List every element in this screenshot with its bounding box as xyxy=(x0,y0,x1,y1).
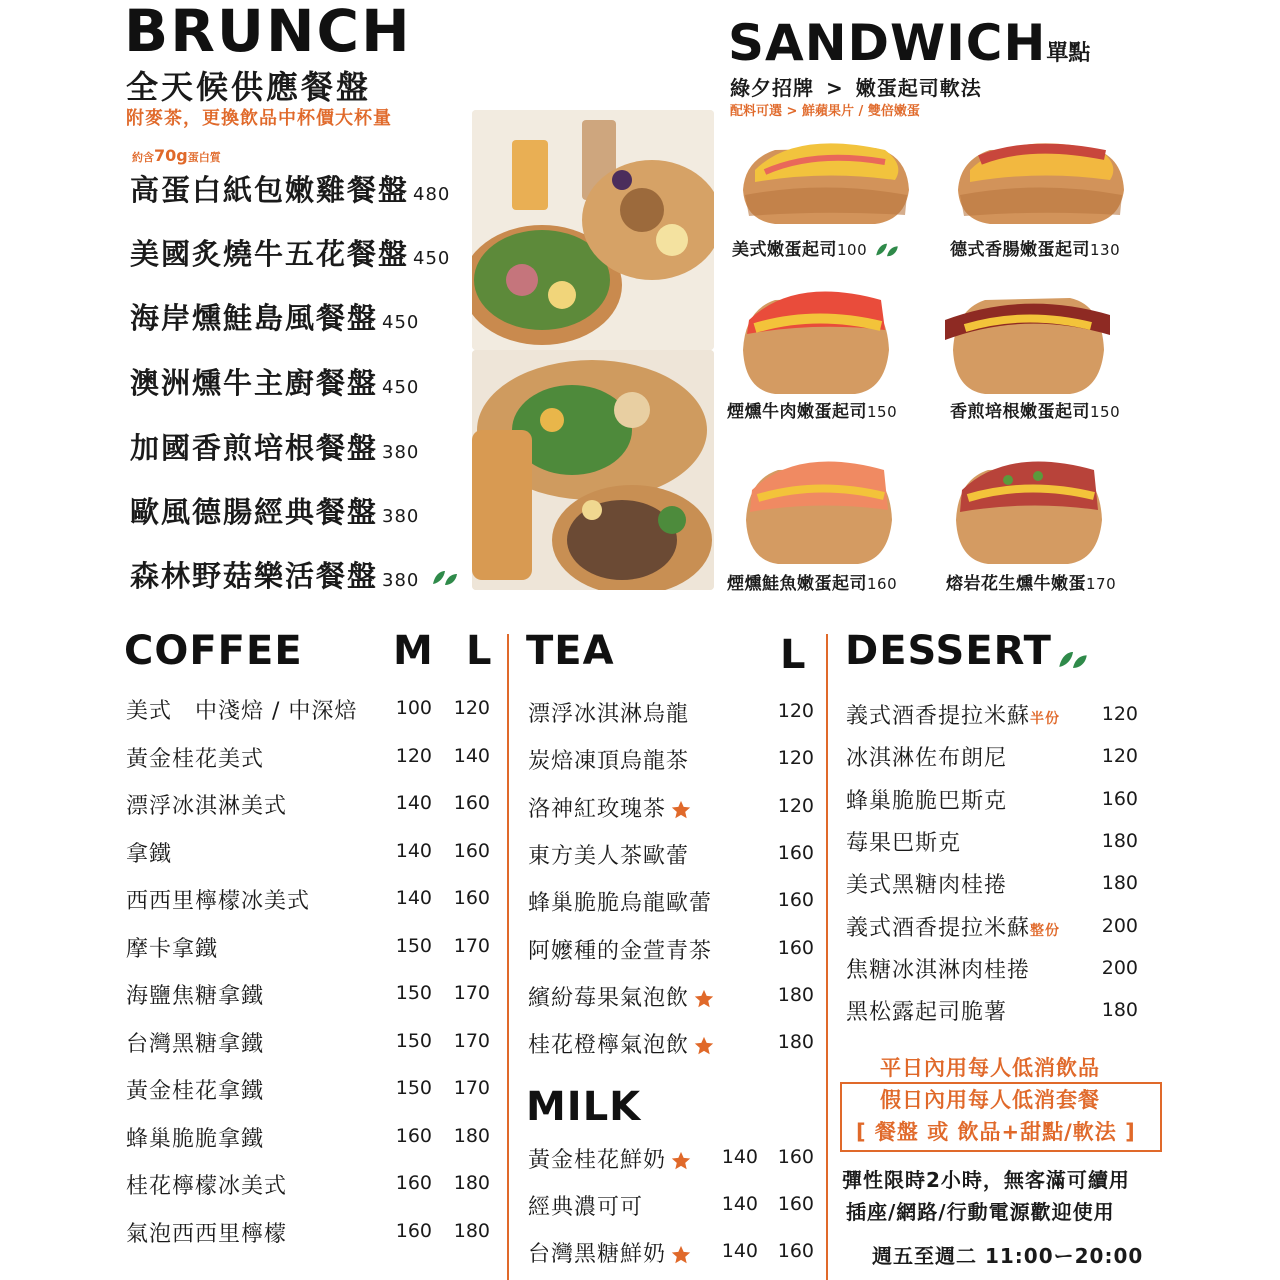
brunch-item xyxy=(130,426,419,467)
tea-item-label: 炭焙凍頂烏龍茶 xyxy=(528,749,690,775)
coffee-item-name: 漂浮冰淇淋美式 xyxy=(126,794,288,819)
coffee-item-price-m: 150 xyxy=(395,1029,432,1052)
brunch-item-price: 450 xyxy=(413,248,451,269)
leaf-icon xyxy=(1057,648,1089,672)
sandwich-opt-b: 鮮蘋果片 xyxy=(801,104,854,119)
tea-item-price: 160 xyxy=(777,936,814,959)
coffee-item-name: 蜂巢脆脆拿鐵 xyxy=(126,1126,265,1152)
coffee-item-name: 黃金桂花拿鐵 xyxy=(126,1079,265,1104)
tea-item-name xyxy=(528,744,689,775)
sandwich-photo-5 xyxy=(738,440,898,570)
brunch-item-name: 美國炙燒牛五花餐盤 xyxy=(130,237,410,271)
coffee-item-price-l: 120 xyxy=(453,697,490,719)
sandwich-photo-2 xyxy=(950,120,1130,230)
dessert-item-price: 180 xyxy=(1101,829,1138,852)
notice-weekend-detail: [ 餐盤 或 飲品+甜點/軟法 ] xyxy=(856,1120,1136,1144)
sandwich-item xyxy=(727,397,897,422)
coffee-item-price-m: 160 xyxy=(395,1172,432,1194)
coffee-item-name: 美式 中淺焙 / 中深焙 xyxy=(126,699,358,724)
sandwich-header xyxy=(728,14,1090,72)
brunch-item-name: 澳洲燻牛主廚餐盤 xyxy=(130,366,379,400)
brunch-item-name: 加國香煎培根餐盤 xyxy=(130,431,379,465)
milk-item-name xyxy=(528,1143,692,1174)
sandwich-opt-sep2: / xyxy=(858,104,864,119)
brunch-item-price: 450 xyxy=(382,377,420,398)
sandwich-title: SANDWICH xyxy=(728,14,1047,72)
sandwich-item-name: 德式香腸嫩蛋起司 xyxy=(950,240,1090,260)
dessert-item-name xyxy=(846,953,1030,984)
tea-item-name xyxy=(528,1028,715,1059)
brunch-subtitle: 全天候供應餐盤 xyxy=(126,68,372,106)
milk-item-label: 台灣黑糖鮮奶 xyxy=(528,1242,667,1267)
coffee-item-price-l: 170 xyxy=(453,1029,490,1052)
sandwich-item xyxy=(950,397,1120,422)
coffee-item-price-l: 170 xyxy=(453,982,490,1004)
coffee-item-name: 海鹽焦糖拿鐵 xyxy=(126,984,265,1009)
dessert-item-name xyxy=(846,699,1060,730)
sandwich-item-price: 160 xyxy=(867,575,898,593)
dessert-item-name xyxy=(846,784,1007,815)
coffee-item-price-m: 160 xyxy=(395,1124,432,1147)
sandwich-subtitle xyxy=(730,72,982,101)
coffee-item-price-m: 120 xyxy=(395,744,432,767)
brunch-item xyxy=(130,490,419,531)
brunch-plate-photo-top xyxy=(472,110,714,350)
sandwich-item-price: 150 xyxy=(1090,403,1121,421)
dessert-item-price: 180 xyxy=(1101,999,1138,1022)
tea-item-label: 蜂巢脆脆烏龍歐蕾 xyxy=(528,891,713,917)
tea-title: TEA xyxy=(526,628,615,674)
brunch-item xyxy=(130,168,450,209)
dessert-item-price: 180 xyxy=(1101,872,1138,895)
notice-limit: 彈性限時2小時，無客滿可續用 xyxy=(842,1168,1130,1192)
tea-item-name xyxy=(528,697,689,728)
milk-item-price-l: 160 xyxy=(777,1240,814,1262)
milk-item-price-m: 140 xyxy=(721,1193,758,1215)
tea-item-label: 東方美人茶歐蕾 xyxy=(528,843,690,869)
dessert-item-name xyxy=(846,826,961,857)
sandwich-item xyxy=(946,569,1116,594)
tea-item-name xyxy=(528,792,692,823)
milk-item-name xyxy=(528,1237,692,1268)
coffee-item-price-l: 180 xyxy=(453,1219,490,1242)
coffee-item-price-m: 140 xyxy=(395,887,432,909)
dessert-title: DESSERT xyxy=(845,628,1052,674)
dessert-item-price: 160 xyxy=(1101,787,1138,810)
sandwich-opt-c: 雙倍嫩蛋 xyxy=(867,104,920,119)
sandwich-photo-4 xyxy=(945,270,1110,400)
coffee-item-price-m: 160 xyxy=(395,1219,432,1242)
milk-item-label: 經典濃可可 xyxy=(528,1195,644,1220)
milk-item-price-l: 160 xyxy=(777,1146,814,1168)
star-icon xyxy=(670,799,692,821)
sandwich-photo-6 xyxy=(948,440,1108,570)
tea-item-price: 180 xyxy=(777,983,814,1006)
tea-item-name xyxy=(528,981,715,1012)
brunch-item-price: 380 xyxy=(382,570,420,591)
sandwich-photo-3 xyxy=(735,270,895,400)
coffee-item-price-m: 140 xyxy=(395,792,432,814)
tea-item-price: 160 xyxy=(777,889,814,912)
sandwich-item-name: 煙燻鮭魚嫩蛋起司 xyxy=(727,574,867,594)
dessert-item-price: 120 xyxy=(1101,703,1138,725)
brunch-item-name: 海岸燻鮭島風餐盤 xyxy=(130,301,379,335)
sandwich-item-name: 美式嫩蛋起司 xyxy=(732,240,837,260)
dessert-item-price: 200 xyxy=(1101,914,1138,937)
coffee-item-name: 西西里檸檬冰美式 xyxy=(126,889,311,914)
tea-item-price: 120 xyxy=(777,747,814,770)
coffee-item-price-m: 150 xyxy=(395,1077,432,1099)
divider-coffee-tea xyxy=(507,634,509,1280)
divider-tea-dessert xyxy=(826,634,828,1280)
sandwich-item-name: 煙燻牛肉嫩蛋起司 xyxy=(727,402,867,422)
tea-item-label: 漂浮冰淇淋烏龍 xyxy=(528,702,690,727)
milk-item-price-m: 140 xyxy=(721,1146,758,1168)
brunch-item-name: 森林野菇樂活餐盤 xyxy=(130,559,379,593)
sandwich-sub-b: 嫩蛋起司軟法 xyxy=(855,76,982,100)
sandwich-opt-a: 配料可選 xyxy=(730,104,783,119)
star-icon xyxy=(670,1150,692,1172)
leaf-icon xyxy=(874,241,900,259)
tea-item-price: 180 xyxy=(777,1031,814,1054)
coffee-item-name: 台灣黑糖拿鐵 xyxy=(126,1031,265,1057)
tea-item-name xyxy=(528,934,712,965)
tea-item-label: 阿嬤種的金萱青茶 xyxy=(528,938,713,964)
dessert-item-price: 120 xyxy=(1101,745,1138,768)
sandwich-opt-sep1: > xyxy=(786,104,798,119)
coffee-title: COFFEE xyxy=(124,628,303,674)
coffee-item-price-m: 150 xyxy=(395,934,432,957)
sandwich-item xyxy=(950,235,1120,260)
star-icon xyxy=(693,1035,715,1057)
sandwich-item-price: 100 xyxy=(837,241,868,259)
protein-tag-suffix: 蛋白質 xyxy=(187,151,221,164)
milk-title: MILK xyxy=(526,1084,642,1130)
tea-item-label: 洛神紅玫瑰茶 xyxy=(528,796,667,822)
brunch-item-name: 歐風德腸經典餐盤 xyxy=(130,495,379,529)
dessert-item-label: 美式黑糖肉桂捲 xyxy=(846,873,1008,899)
protein-tag xyxy=(132,146,221,165)
coffee-col-l: L xyxy=(466,628,493,674)
dessert-item-label: 黑松露起司脆薯 xyxy=(846,1000,1008,1026)
coffee-item-name: 摩卡拿鐵 xyxy=(126,936,219,962)
brunch-title: BRUNCH xyxy=(124,0,412,65)
star-icon xyxy=(670,1244,692,1266)
dessert-item-label: 義式酒香提拉米蘇 xyxy=(846,704,1031,729)
brunch-note: 附麥茶，更換飲品中杯價大杯量 xyxy=(126,108,392,129)
protein-tag-amount: 70g xyxy=(154,146,188,165)
sandwich-title-suffix: 單點 xyxy=(1046,41,1091,66)
star-icon xyxy=(693,988,715,1010)
tea-item-label: 桂花橙檸氣泡飲 xyxy=(528,1033,690,1059)
coffee-item-price-l: 180 xyxy=(453,1124,490,1147)
notice-hours: 週五至週二 11:00ー20:00 xyxy=(872,1244,1144,1268)
brunch-item-price: 380 xyxy=(382,442,420,463)
dessert-item-tag: 半份 xyxy=(1030,711,1061,727)
sandwich-photo-1 xyxy=(735,120,915,230)
coffee-item-price-l: 160 xyxy=(453,887,490,909)
tea-item-name xyxy=(528,886,712,917)
dessert-item-name xyxy=(846,995,1007,1026)
dessert-item-label: 蜂巢脆脆巴斯克 xyxy=(846,788,1008,814)
coffee-item-name: 拿鐵 xyxy=(126,841,173,867)
coffee-item-price-l: 140 xyxy=(453,744,490,767)
notice-weekend: 假日內用每人低消套餐 xyxy=(880,1088,1100,1112)
milk-item-label: 黃金桂花鮮奶 xyxy=(528,1148,667,1173)
sandwich-item-price: 150 xyxy=(867,403,898,421)
dessert-item-label: 冰淇淋佐布朗尼 xyxy=(846,746,1008,772)
coffee-item-price-m: 140 xyxy=(395,839,432,862)
notice-weekday: 平日內用每人低消飲品 xyxy=(880,1056,1100,1080)
brunch-item-price: 480 xyxy=(413,184,451,205)
milk-item-price-l: 160 xyxy=(777,1193,814,1215)
sandwich-item-name: 香煎培根嫩蛋起司 xyxy=(950,402,1090,422)
dessert-item-label: 焦糖冰淇淋肉桂捲 xyxy=(846,957,1031,983)
sandwich-item-price: 170 xyxy=(1086,575,1117,593)
dessert-item-label: 義式酒香提拉米蘇 xyxy=(846,915,1031,941)
tea-col-l: L xyxy=(780,632,807,678)
sandwich-sub-sep: > xyxy=(825,76,844,100)
dessert-item-name xyxy=(846,911,1060,942)
brunch-plate-photo-bottom xyxy=(472,350,714,590)
brunch-item xyxy=(130,296,419,337)
notice-amenities: 插座/網路/行動電源歡迎使用 xyxy=(846,1200,1115,1224)
dessert-item-name xyxy=(846,868,1007,899)
dessert-header xyxy=(845,628,1089,674)
tea-item-label: 繽紛莓果氣泡飲 xyxy=(528,985,690,1011)
coffee-item-price-l: 170 xyxy=(453,1077,490,1099)
sandwich-sub-a: 綠夕招牌 xyxy=(730,76,814,100)
coffee-item-price-l: 160 xyxy=(453,839,490,862)
dessert-item-tag: 整份 xyxy=(1030,922,1061,939)
coffee-item-price-l: 170 xyxy=(453,934,490,957)
sandwich-options xyxy=(730,100,920,119)
sandwich-item xyxy=(732,235,900,260)
tea-item-name xyxy=(528,839,689,870)
coffee-item-name: 黃金桂花美式 xyxy=(126,746,265,772)
coffee-item-name: 桂花檸檬冰美式 xyxy=(126,1174,288,1199)
leaf-icon xyxy=(431,568,459,588)
tea-item-price: 120 xyxy=(777,700,814,722)
coffee-item-price-m: 150 xyxy=(395,982,432,1004)
coffee-item-price-m: 100 xyxy=(395,697,432,719)
dessert-item-name xyxy=(846,741,1007,772)
brunch-item xyxy=(130,232,450,273)
coffee-item-price-l: 180 xyxy=(453,1172,490,1194)
milk-item-name xyxy=(528,1190,643,1221)
dessert-item-price: 200 xyxy=(1101,956,1138,979)
coffee-col-m: M xyxy=(393,628,434,674)
milk-item-price-m: 140 xyxy=(721,1240,758,1262)
coffee-item-name: 氣泡西西里檸檬 xyxy=(126,1221,288,1247)
brunch-item-name: 高蛋白紙包嫩雞餐盤 xyxy=(130,173,410,207)
tea-item-price: 120 xyxy=(777,794,814,817)
sandwich-item-price: 130 xyxy=(1090,241,1121,259)
dessert-item-label: 莓果巴斯克 xyxy=(846,830,962,856)
protein-tag-prefix: 約含 xyxy=(132,151,154,164)
sandwich-item xyxy=(727,569,897,594)
sandwich-item-name: 熔岩花生燻牛嫩蛋 xyxy=(946,574,1086,594)
brunch-item xyxy=(130,361,419,402)
brunch-item-price: 380 xyxy=(382,506,420,527)
tea-item-price: 160 xyxy=(777,841,814,864)
brunch-item-price: 450 xyxy=(382,312,420,333)
brunch-item xyxy=(130,554,459,595)
coffee-item-price-l: 160 xyxy=(453,792,490,814)
